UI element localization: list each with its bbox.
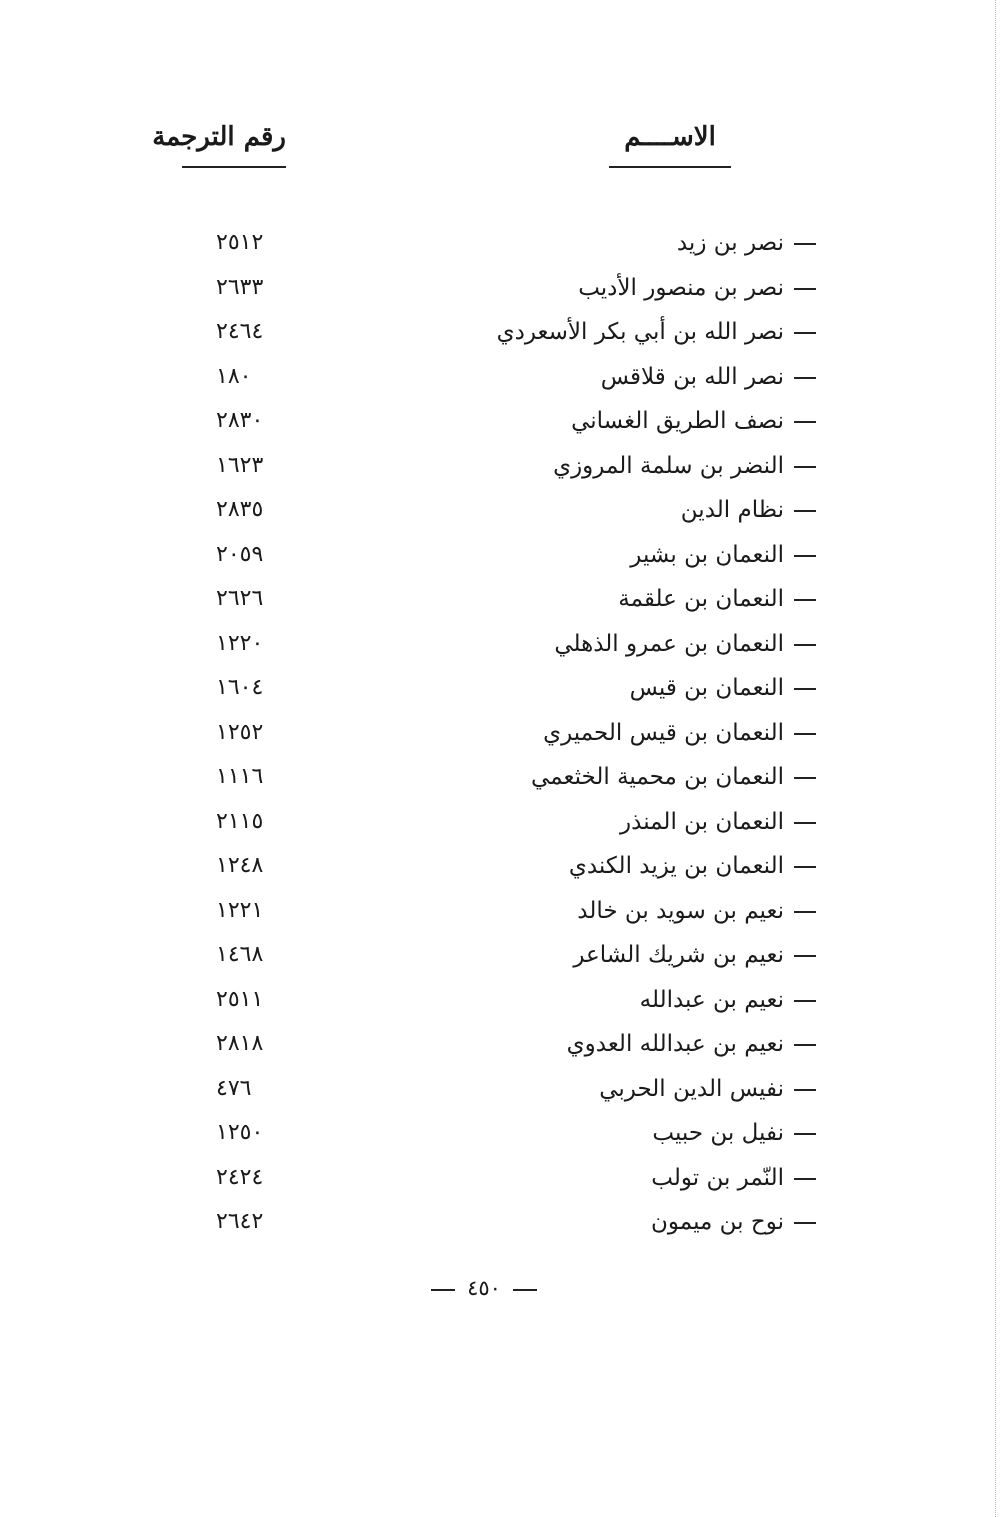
entry-number: ٢٨١٨ xyxy=(216,1031,264,1056)
entry-name: النعمان بن بشير xyxy=(630,541,784,568)
entry-dash xyxy=(794,911,816,913)
entry-name: نعيم بن سويد بن خالد xyxy=(577,897,784,924)
entry-number: ٢٨٣٥ xyxy=(216,497,264,522)
list-item xyxy=(0,1070,1006,1115)
entry-name: نعيم بن شريك الشاعر xyxy=(573,942,784,968)
entry-name: نصر الله بن أبي بكر الأسعردي xyxy=(496,319,784,345)
entry-number: ٢١١٥ xyxy=(216,808,264,834)
entry-dash xyxy=(794,1000,816,1002)
entry-name: نوح بن ميمون xyxy=(651,1209,784,1235)
list-item xyxy=(0,936,1006,981)
entry-dash xyxy=(794,599,816,601)
entry-name: نصر بن زيد xyxy=(676,230,784,256)
list-item xyxy=(0,447,1006,492)
entry-name: نفيل بن حبيب xyxy=(652,1120,784,1146)
list-item xyxy=(0,1203,1006,1248)
entry-name: نصف الطريق الغساني xyxy=(571,408,784,434)
entry-number: ٢٦٣٣ xyxy=(216,274,264,300)
index-entries-list xyxy=(0,224,1006,1248)
entry-number: ٤٧٦ xyxy=(216,1075,252,1101)
entry-dash xyxy=(794,1222,816,1224)
entry-name: النعمان بن علقمة xyxy=(618,586,784,612)
name-header-underline xyxy=(609,166,731,168)
entry-dash xyxy=(794,733,816,735)
entry-name: نفيس الدين الحربي xyxy=(599,1075,784,1102)
entry-name: النعمان بن قيس الحميري xyxy=(543,719,784,746)
entry-dash xyxy=(794,1089,816,1091)
list-item xyxy=(0,981,1006,1026)
entry-name: نعيم بن عبدالله العدوي xyxy=(566,1031,784,1057)
entry-name: النعمان بن محمية الخثعمي xyxy=(531,764,784,790)
entry-name: النعمان بن المنذر xyxy=(620,808,784,835)
page-number-footer xyxy=(0,1276,968,1300)
entry-name: نصر الله بن قلاقس xyxy=(600,363,784,390)
list-item xyxy=(0,714,1006,759)
entry-dash xyxy=(794,510,816,512)
entry-dash xyxy=(794,644,816,646)
entry-number: ٢٨٣٠ xyxy=(216,408,264,433)
entry-number: ١٢٥٠ xyxy=(216,1120,264,1145)
number-header-underline xyxy=(182,166,286,168)
list-item xyxy=(0,313,1006,358)
list-item xyxy=(0,803,1006,848)
entry-dash xyxy=(794,688,816,690)
page-number: ٤٥٠ xyxy=(467,1276,501,1300)
entry-number: ١٢٤٨ xyxy=(216,853,264,878)
list-item xyxy=(0,224,1006,269)
entry-number: ٢٦٢٦ xyxy=(216,586,264,611)
number-column-header xyxy=(152,122,286,168)
list-item xyxy=(0,402,1006,447)
entry-dash xyxy=(794,243,816,245)
entry-name: نظام الدين xyxy=(680,497,784,523)
entry-number: ١١١٦ xyxy=(216,764,264,789)
list-item xyxy=(0,1025,1006,1070)
entry-name: النضر بن سلمة المروزي xyxy=(553,452,784,479)
entry-number: ١٦٠٤ xyxy=(216,675,264,700)
entry-dash xyxy=(794,822,816,824)
entry-dash xyxy=(794,466,816,468)
entry-name: النعمان بن عمرو الذهلي xyxy=(554,630,784,657)
entry-number: ١٢٢٠ xyxy=(216,630,264,656)
entry-dash xyxy=(794,1044,816,1046)
entry-number: ٢٤٦٤ xyxy=(216,319,264,344)
entry-dash xyxy=(794,1133,816,1135)
entry-dash xyxy=(794,377,816,379)
name-column-title: الاســــم xyxy=(624,122,716,152)
list-item xyxy=(0,758,1006,803)
entry-name: النّمر بن تولب xyxy=(651,1164,784,1191)
list-item xyxy=(0,269,1006,314)
folio-dash-right xyxy=(513,1289,537,1291)
list-item xyxy=(0,625,1006,670)
list-item xyxy=(0,669,1006,714)
entry-number: ٢٥١٢ xyxy=(216,230,264,255)
entry-dash xyxy=(794,1178,816,1180)
entry-number: ٢٦٤٢ xyxy=(216,1209,264,1234)
number-column-title: رقم الترجمة xyxy=(152,122,286,152)
entry-number: ١٤٦٨ xyxy=(216,942,264,967)
entry-name: النعمان بن يزيد الكندي xyxy=(568,853,784,879)
entry-dash xyxy=(794,866,816,868)
entry-name: نصر بن منصور الأديب xyxy=(578,274,784,301)
folio-dash-left xyxy=(431,1289,455,1291)
entry-number: ٢٤٢٤ xyxy=(216,1164,264,1190)
list-item xyxy=(0,536,1006,581)
entry-dash xyxy=(794,555,816,557)
entry-number: ١٨٠ xyxy=(216,363,252,389)
list-item xyxy=(0,1159,1006,1204)
entry-number: ١٦٢٣ xyxy=(216,452,264,478)
entry-name: نعيم بن عبدالله xyxy=(639,986,784,1013)
entry-number: ١٢٥٢ xyxy=(216,719,264,745)
list-item xyxy=(0,892,1006,937)
entry-dash xyxy=(794,777,816,779)
entry-number: ٢٥١١ xyxy=(216,986,264,1012)
list-item xyxy=(0,358,1006,403)
list-item xyxy=(0,1114,1006,1159)
entry-dash xyxy=(794,421,816,423)
entry-dash xyxy=(794,332,816,334)
entry-number: ٢٠٥٩ xyxy=(216,541,264,567)
name-column-header xyxy=(609,122,731,168)
entry-number: ١٢٢١ xyxy=(216,897,264,923)
entry-name: النعمان بن قيس xyxy=(629,675,784,701)
entry-dash xyxy=(794,955,816,957)
list-item xyxy=(0,847,1006,892)
list-item xyxy=(0,491,1006,536)
entry-dash xyxy=(794,288,816,290)
list-item xyxy=(0,580,1006,625)
